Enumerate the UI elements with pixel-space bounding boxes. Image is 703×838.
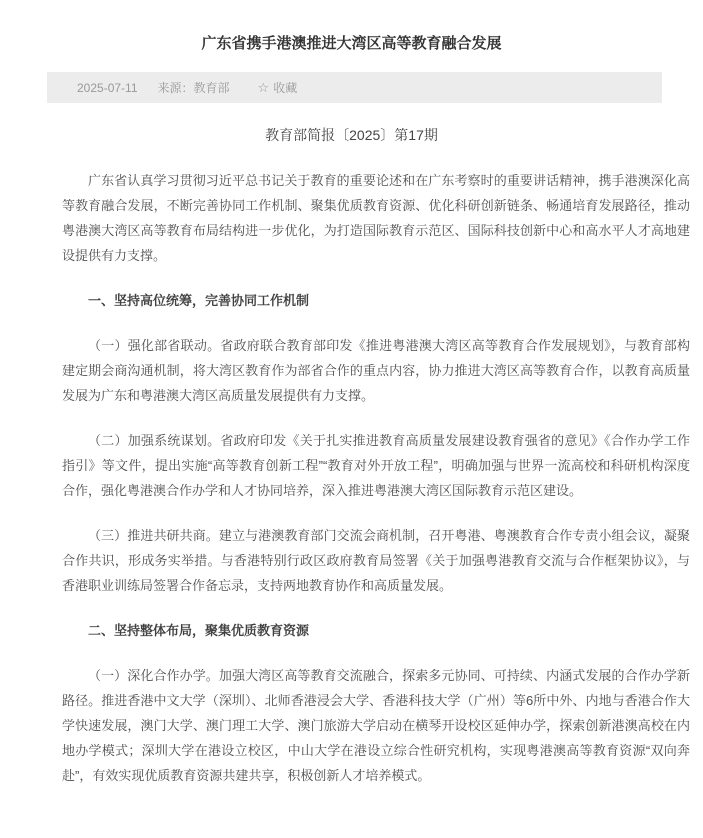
article-meta-bar — [47, 72, 662, 103]
section-2-heading: 二、坚持整体布局，聚集优质教育资源 — [88, 623, 310, 638]
page-title: 广东省携手港澳推进大湾区高等教育融合发展 — [201, 35, 502, 52]
bulletin-issue-line: 教育部简报〔2025〕第17期 — [265, 127, 438, 143]
source-label: 来源： — [157, 81, 194, 95]
section-1-paragraph-2: （二）加强系统谋划。省政府印发《关于扎实推进教育高质量发展建设教育强省的意见》《合作办学工作指引》等文件，提出实施“高等教育创新工程”“教育对外开放工程”，明确加强与世界一流高校和科研机构深度合作，强化粤港澳合作办学和人才协同培养，深入推进粤港澳大湾区国际教育示范区建设。 — [62, 433, 690, 498]
publish-date: 2025-07-11 — [77, 80, 138, 95]
section-1-paragraph-1: （一）强化部省联动。省政府联合教育部印发《推进粤港澳大湾区高等教育合作发展规划》，与教育部构建定期会商沟通机制，将大湾区教育作为部省合作的重点内容，协力推进大湾区高等教育合作，以教育高质量发展为广东和粤港澳大湾区高质量发展提供有力支撑。 — [62, 338, 690, 403]
intro-paragraph: 广东省认真学习贯彻习近平总书记关于教育的重要论述和在广东考察时的重要讲话精神，携手港澳深化高等教育融合发展，不断完善协同工作机制、聚集优质教育资源、优化科研创新链条、畅通培育发展路径，推动粤港澳大湾区高等教育布局结构进一步优化，为打造国际教育示范区、国际科技创新中心和高水平人才高地建设提供有力支撑。 — [62, 173, 690, 263]
article-body — [0, 168, 703, 838]
favorite-label: 收藏 — [273, 81, 298, 95]
section-1-paragraph-3: （三）推进共研共商。建立与港澳教育部门交流会商机制，召开粤港、粤澳教育合作专责小组会议，凝聚合作共识，形成务实举措。与香港特别行政区政府教育局签署《关于加强粤港教育交流与合作框架协议》，与香港职业训练局签署合作备忘录，支持两地教育协作和高质量发展。 — [62, 528, 690, 593]
favorite-button[interactable] — [258, 79, 298, 96]
section-1-heading: 一、坚持高位统筹，完善协同工作机制 — [88, 293, 310, 308]
source-name: 教育部 — [193, 81, 230, 95]
source — [158, 79, 230, 96]
star-icon: ☆ — [257, 80, 270, 95]
section-2-paragraph-1: （一）深化合作办学。加强大湾区高等教育交流融合，探索多元协同、可持续、内涵式发展的合作办学新路径。推进香港中文大学（深圳）、北师香港浸会大学、香港科技大学（广州）等6所中外、内地与香港合作大学快速发展，澳门大学、澳门理工大学、澳门旅游大学启动在横琴开设校区延伸办学，探索创新港澳高校在内地办学模式；深圳大学在港设立校区，中山大学在港设立综合性研究机构，实现粤港澳高等教育资源“双向奔赴”，有效实现优质教育资源共建共享，积极创新人才培养模式。 — [62, 668, 690, 783]
